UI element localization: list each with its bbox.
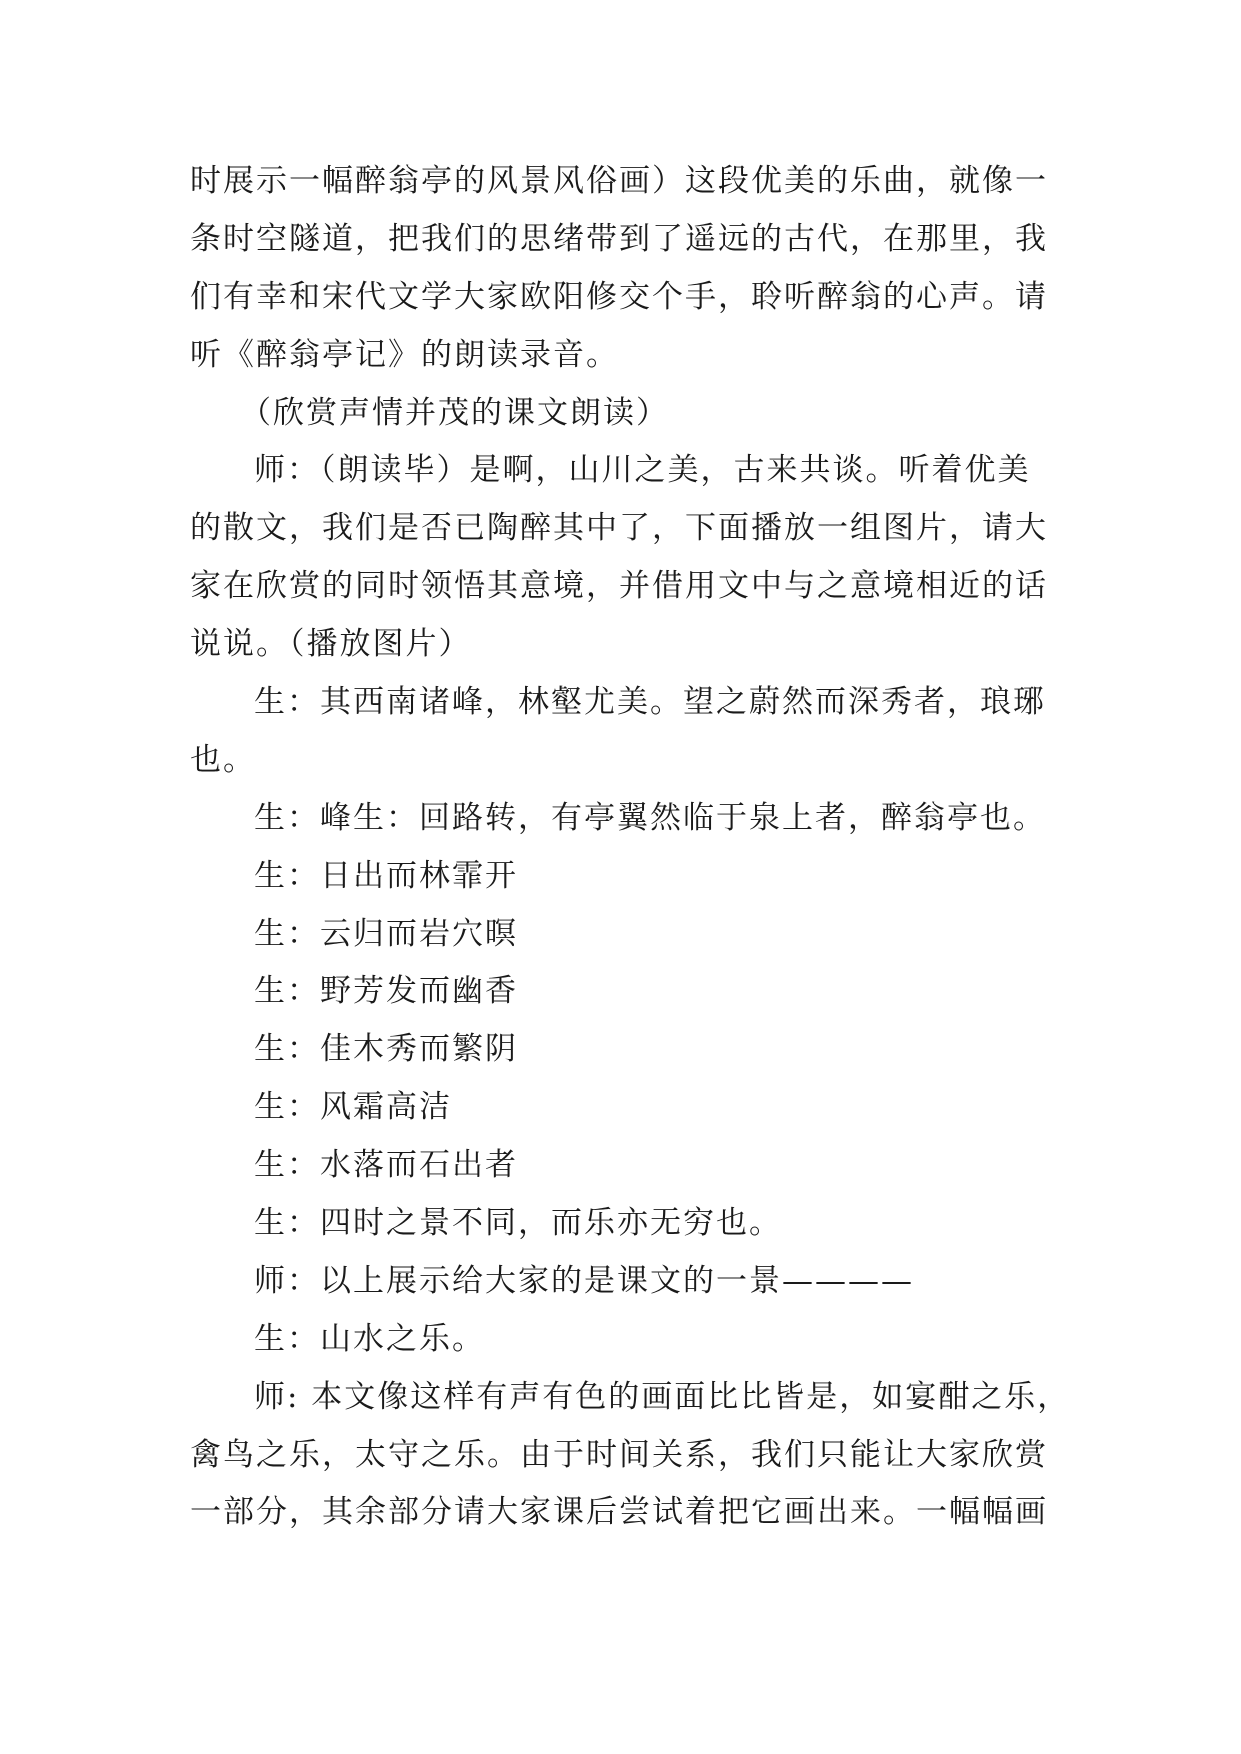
paragraph (190, 790, 1090, 848)
text-line: 生：峰生：回路转，有亭翼然临于泉上者，醉翁亭也。 (254, 799, 1046, 836)
text-line: 一部分，其余部分请大家课后尝试着把它画出来。一幅幅画 (190, 1494, 1048, 1531)
text-line: 师：以上展示给大家的是课文的一景———— (254, 1262, 914, 1299)
paragraph (190, 153, 1090, 385)
paragraph (190, 906, 1090, 964)
text-line: 听《醉翁亭记》的朗读录音。 (190, 336, 619, 373)
text-line: 生：四时之景不同，而乐亦无穷也。 (254, 1205, 782, 1242)
text-line: 时展示一幅醉翁亭的风景风俗画）这段优美的乐曲，就像一 (190, 163, 1048, 199)
text-line: 说说。（播放图片） (190, 626, 472, 663)
text-line: 生：佳木秀而繁阴 (254, 1031, 518, 1068)
text-line: 生：日出而林霏开 (254, 857, 518, 894)
text-line: 师：（朗读毕）是啊，山川之美，古来共谈。听着优美 (254, 452, 1031, 489)
paragraph (190, 1369, 1090, 1543)
text-line: （欣赏声情并茂的课文朗读） (240, 394, 669, 431)
text-line: 生：其西南诸峰，林壑尤美。望之蔚然而深秀者，琅琊 (254, 684, 1046, 721)
text-line: 生：水落而石出者 (254, 1147, 518, 1184)
paragraph (190, 1079, 1090, 1137)
text-line: 们有幸和宋代文学大家欧阳修交个手，聆听醉翁的心声。请 (190, 278, 1048, 315)
text-line: 师: 本文像这样有声有色的画面比比皆是，如宴酣之乐， (254, 1378, 1071, 1415)
text-line: 也。 (190, 741, 256, 778)
paragraph (190, 1311, 1090, 1369)
paragraph (190, 1137, 1090, 1195)
text-line: 生：山水之乐。 (254, 1320, 485, 1357)
paragraph (190, 674, 1090, 790)
paragraph (190, 848, 1090, 906)
text-line: 生：风霜高洁 (254, 1089, 452, 1126)
text-line: 条时空隧道，把我们的思绪带到了遥远的古代，在那里，我 (190, 220, 1048, 257)
text-line: 家在欣赏的同时领悟其意境，并借用文中与之意境相近的话 (190, 568, 1048, 605)
paragraph (190, 1253, 1090, 1311)
paragraph (190, 442, 1090, 674)
text-line: 生：野芳发而幽香 (254, 973, 518, 1010)
text-line: 禽鸟之乐，太守之乐。由于时间关系，我们只能让大家欣赏 (190, 1436, 1048, 1473)
paragraph (190, 963, 1090, 1021)
paragraph (190, 1021, 1090, 1079)
paragraph (190, 385, 1090, 443)
paragraph (190, 1195, 1090, 1253)
text-line: 生：云归而岩穴暝 (254, 915, 518, 952)
text-line: 的散文，我们是否已陶醉其中了，下面播放一组图片，请大 (190, 510, 1048, 547)
document-body (190, 153, 1090, 1542)
